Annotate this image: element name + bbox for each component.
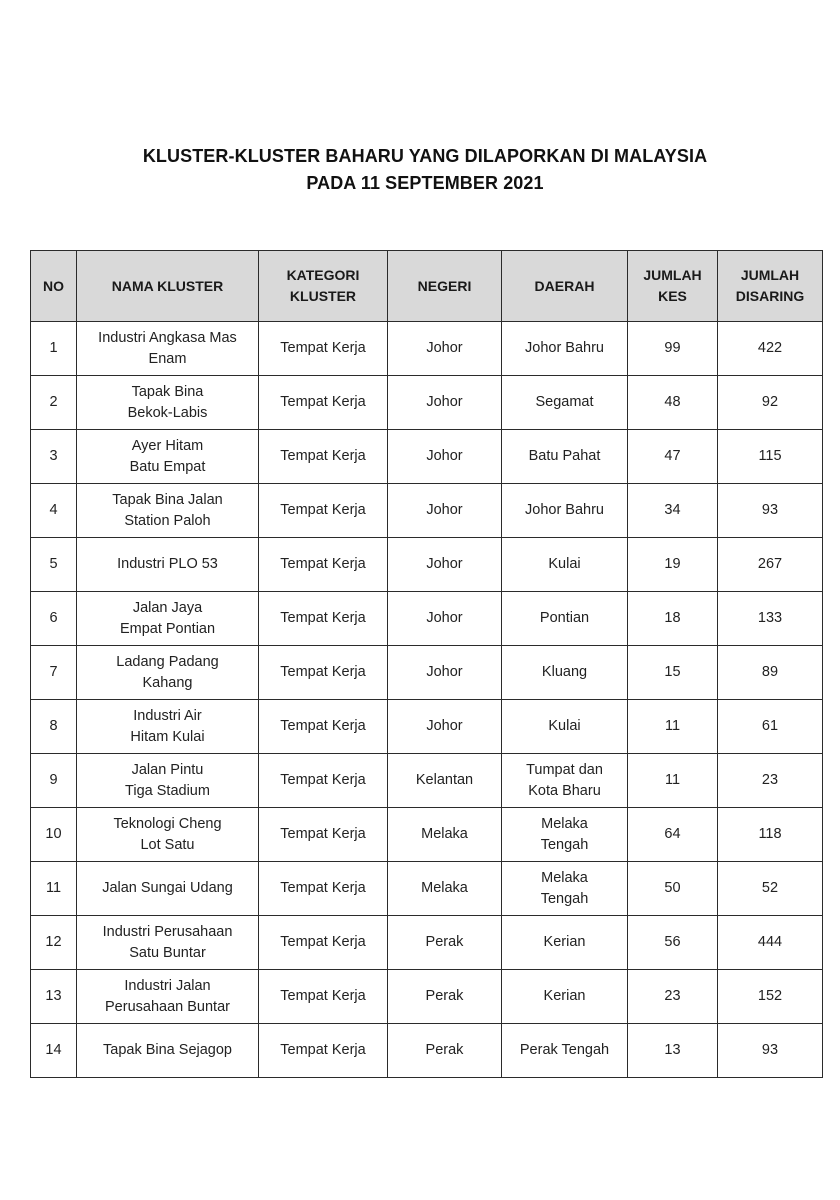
cell-jumlah-kes: 64 — [628, 808, 718, 862]
cell-nama-kluster: Jalan Sungai Udang — [77, 862, 259, 916]
cell-jumlah-disaring: 422 — [718, 322, 823, 376]
header-jumlah-disaring: JUMLAH DISARING — [718, 251, 823, 322]
cell-nama-kluster: Industri PLO 53 — [77, 538, 259, 592]
cell-kategori-kluster: Tempat Kerja — [259, 538, 388, 592]
table-row — [31, 970, 823, 1024]
cell-no: 1 — [31, 322, 77, 376]
cell-nama-kluster: Industri Perusahaan Satu Buntar — [77, 916, 259, 970]
document-title — [0, 143, 840, 197]
table-header — [31, 251, 823, 322]
cell-kategori-kluster: Tempat Kerja — [259, 808, 388, 862]
cell-no: 7 — [31, 646, 77, 700]
cell-negeri: Kelantan — [388, 754, 502, 808]
cell-negeri: Melaka — [388, 862, 502, 916]
header-nama-kluster: NAMA KLUSTER — [77, 251, 259, 322]
table-body — [31, 322, 823, 1078]
cell-no: 2 — [31, 376, 77, 430]
cell-nama-kluster: Teknologi Cheng Lot Satu — [77, 808, 259, 862]
cell-jumlah-kes: 34 — [628, 484, 718, 538]
cell-kategori-kluster: Tempat Kerja — [259, 646, 388, 700]
cell-jumlah-disaring: 52 — [718, 862, 823, 916]
table-row — [31, 646, 823, 700]
cell-jumlah-disaring: 61 — [718, 700, 823, 754]
cell-jumlah-kes: 56 — [628, 916, 718, 970]
cell-kategori-kluster: Tempat Kerja — [259, 1024, 388, 1078]
cell-no: 6 — [31, 592, 77, 646]
cell-jumlah-kes: 11 — [628, 754, 718, 808]
table-row — [31, 808, 823, 862]
cell-daerah: Segamat — [502, 376, 628, 430]
cell-no: 13 — [31, 970, 77, 1024]
cell-daerah: Melaka Tengah — [502, 862, 628, 916]
cell-nama-kluster: Ayer Hitam Batu Empat — [77, 430, 259, 484]
cell-kategori-kluster: Tempat Kerja — [259, 376, 388, 430]
cell-kategori-kluster: Tempat Kerja — [259, 322, 388, 376]
cell-kategori-kluster: Tempat Kerja — [259, 970, 388, 1024]
cell-nama-kluster: Jalan Jaya Empat Pontian — [77, 592, 259, 646]
table-row — [31, 916, 823, 970]
cell-negeri: Johor — [388, 700, 502, 754]
table-row — [31, 1024, 823, 1078]
header-kategori-kluster: KATEGORI KLUSTER — [259, 251, 388, 322]
cell-daerah: Kluang — [502, 646, 628, 700]
cell-jumlah-disaring: 118 — [718, 808, 823, 862]
cell-jumlah-kes: 99 — [628, 322, 718, 376]
cluster-table — [30, 250, 823, 1078]
cell-no: 4 — [31, 484, 77, 538]
cell-daerah: Johor Bahru — [502, 484, 628, 538]
cell-jumlah-kes: 23 — [628, 970, 718, 1024]
cell-daerah: Tumpat dan Kota Bharu — [502, 754, 628, 808]
cell-negeri: Perak — [388, 1024, 502, 1078]
cell-kategori-kluster: Tempat Kerja — [259, 430, 388, 484]
table-row — [31, 862, 823, 916]
cell-kategori-kluster: Tempat Kerja — [259, 754, 388, 808]
cell-daerah: Melaka Tengah — [502, 808, 628, 862]
cell-no: 5 — [31, 538, 77, 592]
cell-negeri: Johor — [388, 376, 502, 430]
cell-negeri: Melaka — [388, 808, 502, 862]
cell-nama-kluster: Jalan Pintu Tiga Stadium — [77, 754, 259, 808]
cell-jumlah-kes: 19 — [628, 538, 718, 592]
table-row — [31, 322, 823, 376]
cell-kategori-kluster: Tempat Kerja — [259, 862, 388, 916]
cell-no: 12 — [31, 916, 77, 970]
cell-kategori-kluster: Tempat Kerja — [259, 916, 388, 970]
cell-nama-kluster: Tapak Bina Sejagop — [77, 1024, 259, 1078]
title-line-1: KLUSTER-KLUSTER BAHARU YANG DILAPORKAN DI MALAYSIA — [142, 146, 708, 166]
cell-negeri: Johor — [388, 484, 502, 538]
cell-jumlah-disaring: 89 — [718, 646, 823, 700]
cell-jumlah-disaring: 133 — [718, 592, 823, 646]
table-row — [31, 538, 823, 592]
cell-nama-kluster: Ladang Padang Kahang — [77, 646, 259, 700]
cell-negeri: Johor — [388, 592, 502, 646]
cell-daerah: Kerian — [502, 970, 628, 1024]
cell-jumlah-disaring: 93 — [718, 1024, 823, 1078]
cell-jumlah-disaring: 152 — [718, 970, 823, 1024]
cell-no: 9 — [31, 754, 77, 808]
cell-negeri: Perak — [388, 916, 502, 970]
cell-jumlah-kes: 18 — [628, 592, 718, 646]
cell-negeri: Perak — [388, 970, 502, 1024]
cell-jumlah-disaring: 92 — [718, 376, 823, 430]
cell-negeri: Johor — [388, 322, 502, 376]
table-row — [31, 376, 823, 430]
cell-daerah: Batu Pahat — [502, 430, 628, 484]
table-row — [31, 754, 823, 808]
cell-kategori-kluster: Tempat Kerja — [259, 592, 388, 646]
header-row — [31, 251, 823, 322]
table-row — [31, 592, 823, 646]
cell-jumlah-kes: 13 — [628, 1024, 718, 1078]
cell-jumlah-kes: 47 — [628, 430, 718, 484]
cell-nama-kluster: Industri Angkasa Mas Enam — [77, 322, 259, 376]
cell-no: 8 — [31, 700, 77, 754]
cell-nama-kluster: Industri Jalan Perusahaan Buntar — [77, 970, 259, 1024]
header-no: NO — [31, 251, 77, 322]
cell-no: 10 — [31, 808, 77, 862]
cell-jumlah-disaring: 23 — [718, 754, 823, 808]
cell-daerah: Pontian — [502, 592, 628, 646]
cell-jumlah-kes: 50 — [628, 862, 718, 916]
cell-jumlah-disaring: 267 — [718, 538, 823, 592]
cell-jumlah-kes: 48 — [628, 376, 718, 430]
cell-no: 11 — [31, 862, 77, 916]
table-row — [31, 484, 823, 538]
table-row — [31, 430, 823, 484]
cell-daerah: Kulai — [502, 700, 628, 754]
cell-jumlah-kes: 15 — [628, 646, 718, 700]
cell-nama-kluster: Industri Air Hitam Kulai — [77, 700, 259, 754]
cell-negeri: Johor — [388, 430, 502, 484]
cell-nama-kluster: Tapak Bina Jalan Station Paloh — [77, 484, 259, 538]
cell-jumlah-disaring: 444 — [718, 916, 823, 970]
cell-kategori-kluster: Tempat Kerja — [259, 484, 388, 538]
cell-nama-kluster: Tapak Bina Bekok-Labis — [77, 376, 259, 430]
cell-negeri: Johor — [388, 538, 502, 592]
cell-jumlah-kes: 11 — [628, 700, 718, 754]
cell-kategori-kluster: Tempat Kerja — [259, 700, 388, 754]
title-line-2: PADA 11 SEPTEMBER 2021 — [306, 173, 544, 193]
cell-jumlah-disaring: 115 — [718, 430, 823, 484]
header-negeri: NEGERI — [388, 251, 502, 322]
table-row — [31, 700, 823, 754]
header-jumlah-kes: JUMLAH KES — [628, 251, 718, 322]
cell-daerah: Kulai — [502, 538, 628, 592]
cell-no: 3 — [31, 430, 77, 484]
cell-jumlah-disaring: 93 — [718, 484, 823, 538]
cell-daerah: Kerian — [502, 916, 628, 970]
cell-daerah: Perak Tengah — [502, 1024, 628, 1078]
cell-no: 14 — [31, 1024, 77, 1078]
cell-negeri: Johor — [388, 646, 502, 700]
header-daerah: DAERAH — [502, 251, 628, 322]
cell-daerah: Johor Bahru — [502, 322, 628, 376]
